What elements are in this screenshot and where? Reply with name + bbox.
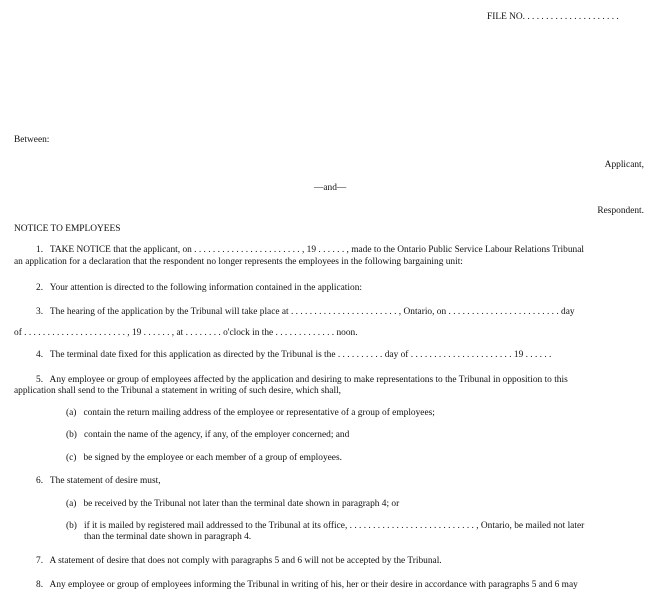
item-text: be signed by the employee or each member of a group of employees. xyxy=(83,453,342,463)
paragraph-5-line-1 xyxy=(36,375,568,386)
paragraph-number: 6. xyxy=(36,476,44,486)
paragraph-text: The terminal date fixed for this application as directed by the Tribunal is the . . . . . . . . . . day of . . . . . . . . . . . . . . . . . . . . . . 19 . . . . . . xyxy=(49,350,552,360)
paragraph-text: Any employee or group of employees affected by the application and desiring to make representations to the Tribunal in opposition to this xyxy=(49,375,568,385)
item-text: be received by the Tribunal not later than the terminal date shown in paragraph 4; or xyxy=(83,499,400,509)
paragraph-6-item-b-line-2: than the terminal date shown in paragraph 4. xyxy=(84,532,252,542)
paragraph-6-item-a xyxy=(66,499,399,510)
paragraph-number: 7. xyxy=(36,556,44,566)
item-label: (c) xyxy=(66,453,77,463)
paragraph-5-line-2: application shall send to the Tribunal a statement in writing of such desire, which shall, xyxy=(14,386,342,396)
paragraph-1-line-2: an application for a declaration that the respondent no longer represents the employees in the following bargaining unit: xyxy=(14,257,463,267)
paragraph-text: The hearing of the application by the Tribunal will take place at . . . . . . . . . . . . . . . . . . . . . . . , Ontario, on . . . . . . . . . . . . . . . . . . . . . . . . day xyxy=(49,307,575,317)
paragraph-number: 4. xyxy=(36,350,44,360)
between-label: Between: xyxy=(14,135,50,145)
applicant-label: Applicant, xyxy=(604,160,644,170)
paragraph-text: A statement of desire that does not comply with paragraphs 5 and 6 will not be accepted by the Tribunal. xyxy=(49,556,442,566)
item-label: (a) xyxy=(66,408,77,418)
item-text: if it is mailed by registered mail addressed to the Tribunal at its office, . . . . . . . . . . . . . . . . . . . . . . . . . . . , Ontario, be mailed not later xyxy=(83,521,585,531)
paragraph-number: 3. xyxy=(36,307,44,317)
and-separator: —and— xyxy=(314,183,347,193)
item-text: contain the name of the agency, if any, of the employer concerned; and xyxy=(83,430,350,440)
paragraph-6 xyxy=(36,476,161,487)
paragraph-6-item-b-line-1 xyxy=(66,521,584,532)
paragraph-4 xyxy=(36,350,551,361)
paragraph-1-line-1 xyxy=(36,245,584,256)
paragraph-8 xyxy=(36,580,578,591)
paragraph-number: 2. xyxy=(36,283,44,293)
respondent-label: Respondent. xyxy=(597,206,644,216)
item-label: (b) xyxy=(66,521,77,531)
paragraph-2 xyxy=(36,283,362,294)
paragraph-text: TAKE NOTICE that the applicant, on . . . . . . . . . . . . . . . . . . . . . . . , 19 . . . . . . , made to the Ontario Public Service Labour Relations Tribunal xyxy=(49,245,584,255)
item-label: (a) xyxy=(66,499,77,509)
paragraph-text: The statement of desire must, xyxy=(49,476,161,486)
file-number: FILE NO. . . . . . . . . . . . . . . . . . . . . xyxy=(487,12,619,22)
paragraph-3-line-2: of . . . . . . . . . . . . . . . . . . . . . . , 19 . . . . . . , at . . . . . . . . o'clock in the . . . . . . . . . . . . . noon. xyxy=(14,328,358,338)
item-label: (b) xyxy=(66,430,77,440)
paragraph-5-item-a xyxy=(66,408,435,419)
paragraph-text: Your attention is directed to the following information contained in the application: xyxy=(49,283,362,293)
paragraph-text: Any employee or group of employees informing the Tribunal in writing of his, her or their desire in accordance with paragraphs 5 and 6 may xyxy=(49,580,578,590)
paragraph-5-item-c xyxy=(66,453,342,464)
paragraph-number: 1. xyxy=(36,245,44,255)
paragraph-3-line-1 xyxy=(36,307,575,318)
paragraph-5-item-b xyxy=(66,430,349,441)
notice-title: NOTICE TO EMPLOYEES xyxy=(14,224,121,234)
paragraph-7 xyxy=(36,556,442,567)
paragraph-number: 8. xyxy=(36,580,44,590)
paragraph-number: 5. xyxy=(36,375,44,385)
item-text: contain the return mailing address of the employee or representative of a group of employees; xyxy=(83,408,435,418)
